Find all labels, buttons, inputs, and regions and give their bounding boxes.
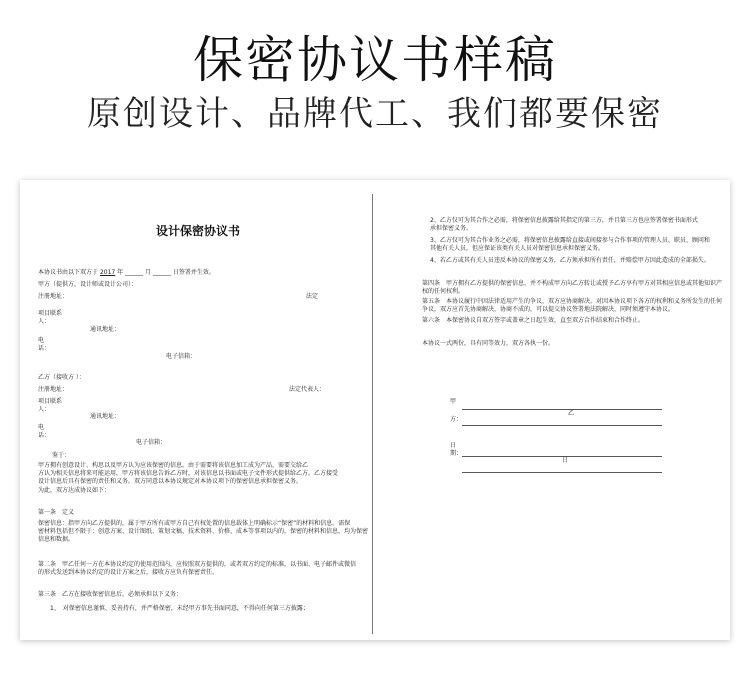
intro-day-suffix: 日签署并生效。 (172, 269, 215, 276)
page-divider (372, 194, 373, 634)
article-1-title: 第一条 定义 (38, 509, 75, 516)
article-5-line: 争议，双方应首先协商解决，协商不成的，可以提交协议签署地法院解决，同时须遵守本协议。 (422, 306, 675, 313)
whereas-line: 设计信息后具有保密的责任和义务。双方同意以本协议规定对本协议项下的保密信息承担保密义务。 (38, 478, 303, 485)
article-3-item: 1、 对保密信息谨慎、妥善持有，并严格保密，未经甲方事先书面同意，不得向任何第三方披露； (50, 605, 309, 612)
party-a-comm-address: 通讯地址： (90, 326, 121, 333)
intro-line: 本协议书由以下双方于 2017 年 ______ 月 ______ 日签署并生效。 (38, 269, 215, 276)
article-4-line: 第四条 甲方拥有乙方提供的保密信息，并不构成甲方向乙方转让或授予乙方享有甲方对其相应信息或其他知识产 (422, 280, 723, 287)
party-a-email: 电子信箱： (166, 353, 197, 360)
clause-line: 承担保密义务。 (430, 225, 473, 232)
intro-year-unit: 年 (117, 269, 124, 276)
sign-date-suffix: 期： (450, 450, 463, 457)
sign-line (462, 472, 662, 473)
clause-line: 3、乙方仅可为其合作业务之必需，将保密信息披露给直接或间接参与合作事项的管理人员、职员、顾问和 (430, 237, 710, 244)
sign-date: 日 (450, 442, 457, 449)
headline-subtitle: 原创设计、品牌代工、我们都要保密 (87, 94, 663, 134)
document-spread (20, 180, 730, 640)
sign-party-a: 甲 (450, 398, 457, 405)
party-a-label: 甲方（提供方，设计师或设计公司）： (38, 281, 138, 288)
party-a-phone2: 话： (38, 345, 51, 352)
clause-line: 4、若乙方或其有关人员违反本协议的保密义务，乙方须承担所有责任，并赔偿甲方因此造成的全部损失。 (430, 257, 710, 264)
document-title: 设计保密协议书 (155, 224, 240, 238)
sign-party-a-suffix: 方： (450, 416, 463, 423)
party-a-contact: 项目联系 (38, 310, 63, 317)
clause-line: 2、乙方仅可为其合作之必需，将保密信息披露给其指定的第三方，并且第三方也应签署保密书面形式 (430, 217, 698, 224)
party-b-rep: 法定代表人： (289, 386, 326, 393)
article-1-line: 密材料包括但不限于：创意方案、设计图纸、策划文稿、技术资料、价格、成本等事项以内的，保密的材料和信息，均为保密 (38, 528, 369, 535)
closing-line: 本协议一式两份，具有同等效力，双方各执一份。 (422, 340, 555, 347)
whereas-line: 为此，双方达成协议如下： (38, 487, 111, 494)
article-2-line: 的形式发送到本协议约定的设计方案之后，接收方应负有保密责任。 (38, 569, 219, 576)
clause-line: 其他有关人员，但应保证该类有关人员对保密信息承担保密义务。 (430, 245, 605, 252)
sign-date-right: 日 (562, 457, 569, 464)
whereas-label: 鉴于： (52, 452, 71, 459)
article-3-line: 第三条 乙方在接收保密信息后，必须承担以下义务： (38, 591, 183, 598)
sign-line (462, 409, 662, 410)
party-a-person: 人： (38, 318, 51, 325)
article-5-line: 第五条 本协议履行中因法律适用产生的争议，双方应协商解决。对因本协议项下各方的权利和义务所发生的任何 (422, 298, 723, 305)
party-a-address: 注册地址： (38, 293, 69, 300)
party-b-address: 注册地址： (38, 386, 69, 393)
sign-line (462, 425, 662, 426)
party-b-phone: 电 (38, 424, 45, 431)
article-6-line: 第六条 本保密协议自双方签字或盖章之日起生效，直至双方合作结束和合作终止。 (422, 317, 645, 324)
party-b-label: 乙方（接收方 ）： (38, 374, 85, 381)
party-a-rep: 法定 (306, 293, 319, 300)
headline-title: 保密协议书样稿 (193, 31, 557, 89)
intro-year: 2017 (99, 269, 116, 276)
whereas-line: 甲方拥有创意设计、构思以及甲方认为应该保密的信息。由于需要将该信息加工成为产品，需要交给乙 (38, 462, 309, 469)
intro-before: 本协议书由以下双方于 (38, 269, 99, 276)
article-2-line: 第二条 甲乙任何一方在本协议约定的使用范围内，应按照双方提供的，或者双方约定的标准，以书面、电子邮件或微信 (38, 561, 357, 568)
article-1-line: 保密信息：指甲方向乙方提供的，属于甲方所有或甲方自己有权处置的信息载体上明确标示“保密”的材料和信息。需保 (38, 520, 351, 527)
party-b-email: 电子信箱： (136, 439, 167, 446)
intro-month-unit: 月 (144, 269, 151, 276)
sign-party-b: 乙 (568, 410, 575, 417)
party-a-phone: 电 (38, 337, 45, 344)
party-b-person: 人： (38, 406, 51, 413)
whereas-line: 方认为相关信息将来可能运用，甲方将该信息告诉乙方时，对该信息以书面或电子文件形式提供给乙方。乙方接受 (38, 470, 339, 477)
party-b-phone2: 话： (38, 432, 51, 439)
article-4-line: 权的任何权利。 (422, 288, 465, 295)
party-b-comm-address: 通讯地址： (90, 413, 121, 420)
article-1-line: 信息和数据。 (38, 536, 75, 543)
party-b-contact: 项目联系 (38, 398, 63, 405)
